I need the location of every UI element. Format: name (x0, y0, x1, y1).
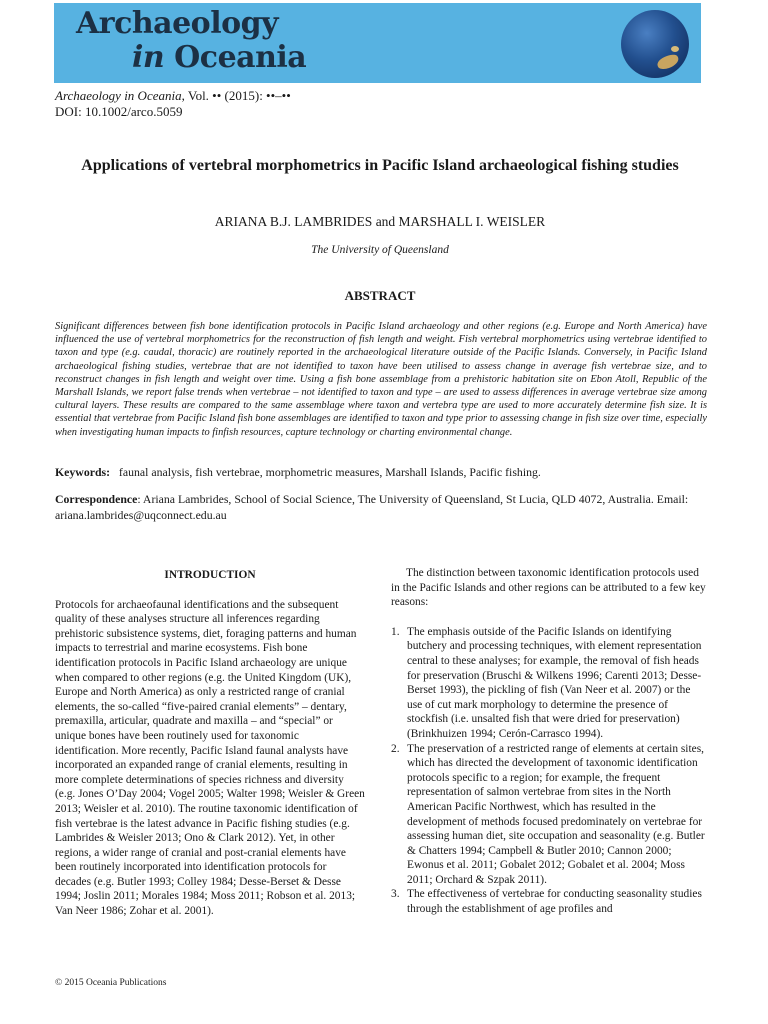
abstract-text: Significant differences between fish bone identification protocols in Pacific Island archaeology and other regions (e.g. Europe and North America) have influenced the use of vertebral morphometrics for the reconstruction of fish length and weight. Fish vertebral morphometrics using vertebrae identified to taxon and type (e.g. caudal, thoracic) are routinely reported in the archaeological literature outside of the Pacific Islands. Conversely, in Pacific Island archaeological fishing studies, vertebrae that are not identified to taxon have been utilised to assess change in average fish vertebrae size, and to reconstruct changes in fish length and weight over time. Using a fish bone assemblage from a prehistoric habitation site on Ebon Atoll, Republic of the Marshall Islands, we report false trends when vertebrae – not identified to taxon and type – are used to assess differences in average vertebrae size among cultural layers. These results are compared to the same assemblage where taxon and vertebra type are used to more accurately determine fish size. It is essential that vertebrae from Pacific Island fish bone assemblages are identified to taxon and type prior to assessing change in fish size over time, especially when investigating human impacts to finfish resources, capture technology or charting environmental change. (55, 321, 707, 438)
correspondence-text: : Ariana Lambrides, School of Social Science, The University of Queensland, St Lucia, QLD 4072, Australia. Email: ariana.lambrides@uqconnect.edu.au (55, 492, 689, 522)
right-column (391, 566, 707, 917)
correspondence (55, 492, 707, 523)
list-item-number: 3. (391, 888, 400, 901)
journal-logo-oceania: Oceania (174, 40, 307, 75)
keywords-label: Keywords: (55, 465, 111, 479)
list-item-text: The effectiveness of vertebrae for conducting seasonality studies through the establishment of age profiles and (407, 888, 702, 916)
reasons-list (391, 625, 707, 917)
citation-journal-name: Archaeology in Oceania (55, 88, 182, 103)
journal-banner (54, 3, 701, 83)
keywords (55, 465, 707, 480)
citation-doi: DOI: 10.1002/arco.5059 (55, 104, 183, 119)
introduction-heading: INTRODUCTION (164, 569, 256, 581)
citation-volume: , Vol. •• (2015): ••–•• (181, 88, 291, 103)
citation-line (55, 88, 291, 104)
list-item (391, 887, 707, 916)
keywords-text: faunal analysis, fish vertebrae, morphometric measures, Marshall Islands, Pacific fishing. (118, 465, 541, 479)
list-item-number: 2. (391, 742, 400, 755)
article-title: Applications of vertebral morphometrics in Pacific Island archaeological fishing studies (81, 157, 679, 174)
list-item-text: The preservation of a restricted range of elements at certain sites, which has directed the development of taxonomic identification protocols specific to a region; for example, the frequent representation of salmon vertebrae from sites in the North American Pacific Northwest, which has resulted in the development of methods focused predominately on vertebrae for assessing human diet, site occupation and seasonality (e.g. Butler & Chatters 1994; Campbell & Butler 2010; Cannon 2000; Ewonus et al. 2011; Gobalet 2012; Gobalet et al. 2004; Moss 2011; Orchard & Szpak 2011). (407, 742, 705, 886)
article-authors: ARIANA B.J. LAMBRIDES and MARSHALL I. WEISLER (214, 214, 546, 229)
journal-logo-line1: Archaeology (76, 6, 279, 41)
journal-logo-in: in (132, 40, 165, 75)
left-column (55, 566, 365, 919)
globe-icon (621, 10, 689, 78)
globe-island (671, 46, 679, 52)
citation-block (55, 88, 291, 120)
introduction-paragraph: Protocols for archaeofaunal identifications and the subsequent quality of these analyses structure all inferences regarding prehistoric subsistence systems, diet, foraging patterns and human impacts to terrestrial and marine ecosystems. Fish bone identification protocols in Pacific Island archaeology are unique when compared to other regions (e.g. the United Kingdom (UK), Europe and North America) as only a restricted range of cranial elements, the so-called “five-paired cranial elements” – dentary, premaxilla, articular, quadrate and maxilla – and “special” or unique bones have been routinely used for taxonomic identification. More recently, Pacific Island faunal analysts have incorporated an expanded range of cranial elements, resulting in more complete determinations of species richness and diversity (e.g. Jones O’Day 2004; Vogel 2005; Walter 1998; Weisler & Green 2013; Weisler et al. 2010). The routine taxonomic identification of fish vertebrae is the latest advance in Pacific fishing studies (e.g. Lambrides & Weisler 2013; Ono & Clark 2012). Yet, in other regions, a wider range of cranial and post-cranial elements have been routinely incorporated into identification protocols for decades (e.g. Butler 1993; Colley 1984; Desse-Berset & Desse 1994; Joslin 2011; Morales 1984; Moss 2011; Robson et al. 2013; Van Neer 1986; Zohar et al. 2001). (55, 598, 365, 918)
article-affiliation: The University of Queensland (311, 244, 449, 256)
list-item-number: 1. (391, 625, 400, 638)
abstract-heading: ABSTRACT (344, 288, 416, 303)
journal-logo-line2 (76, 41, 306, 75)
globe-landmass (656, 53, 681, 72)
list-item-text: The emphasis outside of the Pacific Islands on identifying butchery and processing techniques, with element representation central to these analyses; for example, the removal of fish heads for preservation (Bruschi & Wilkens 1996; Carenti 2013; Desse-Berset 1993), the pickling of fish (Van Neer et al. 2007) or the use of cut mark morphology to determine the presence of stockfish (i.e. unsalted fish that were dried for preservation) (Brinkhuizen 1994; Cerón-Carrasco 1994). (407, 625, 702, 740)
correspondence-label: Correspondence (55, 492, 138, 506)
list-item (391, 742, 707, 888)
journal-logo-text (76, 7, 306, 75)
list-item (391, 625, 707, 742)
right-intro-paragraph: The distinction between taxonomic identification protocols used in the Pacific Islands and other regions can be attributed to a few key reasons: (391, 567, 706, 609)
copyright-footer: © 2015 Oceania Publications (55, 978, 167, 988)
